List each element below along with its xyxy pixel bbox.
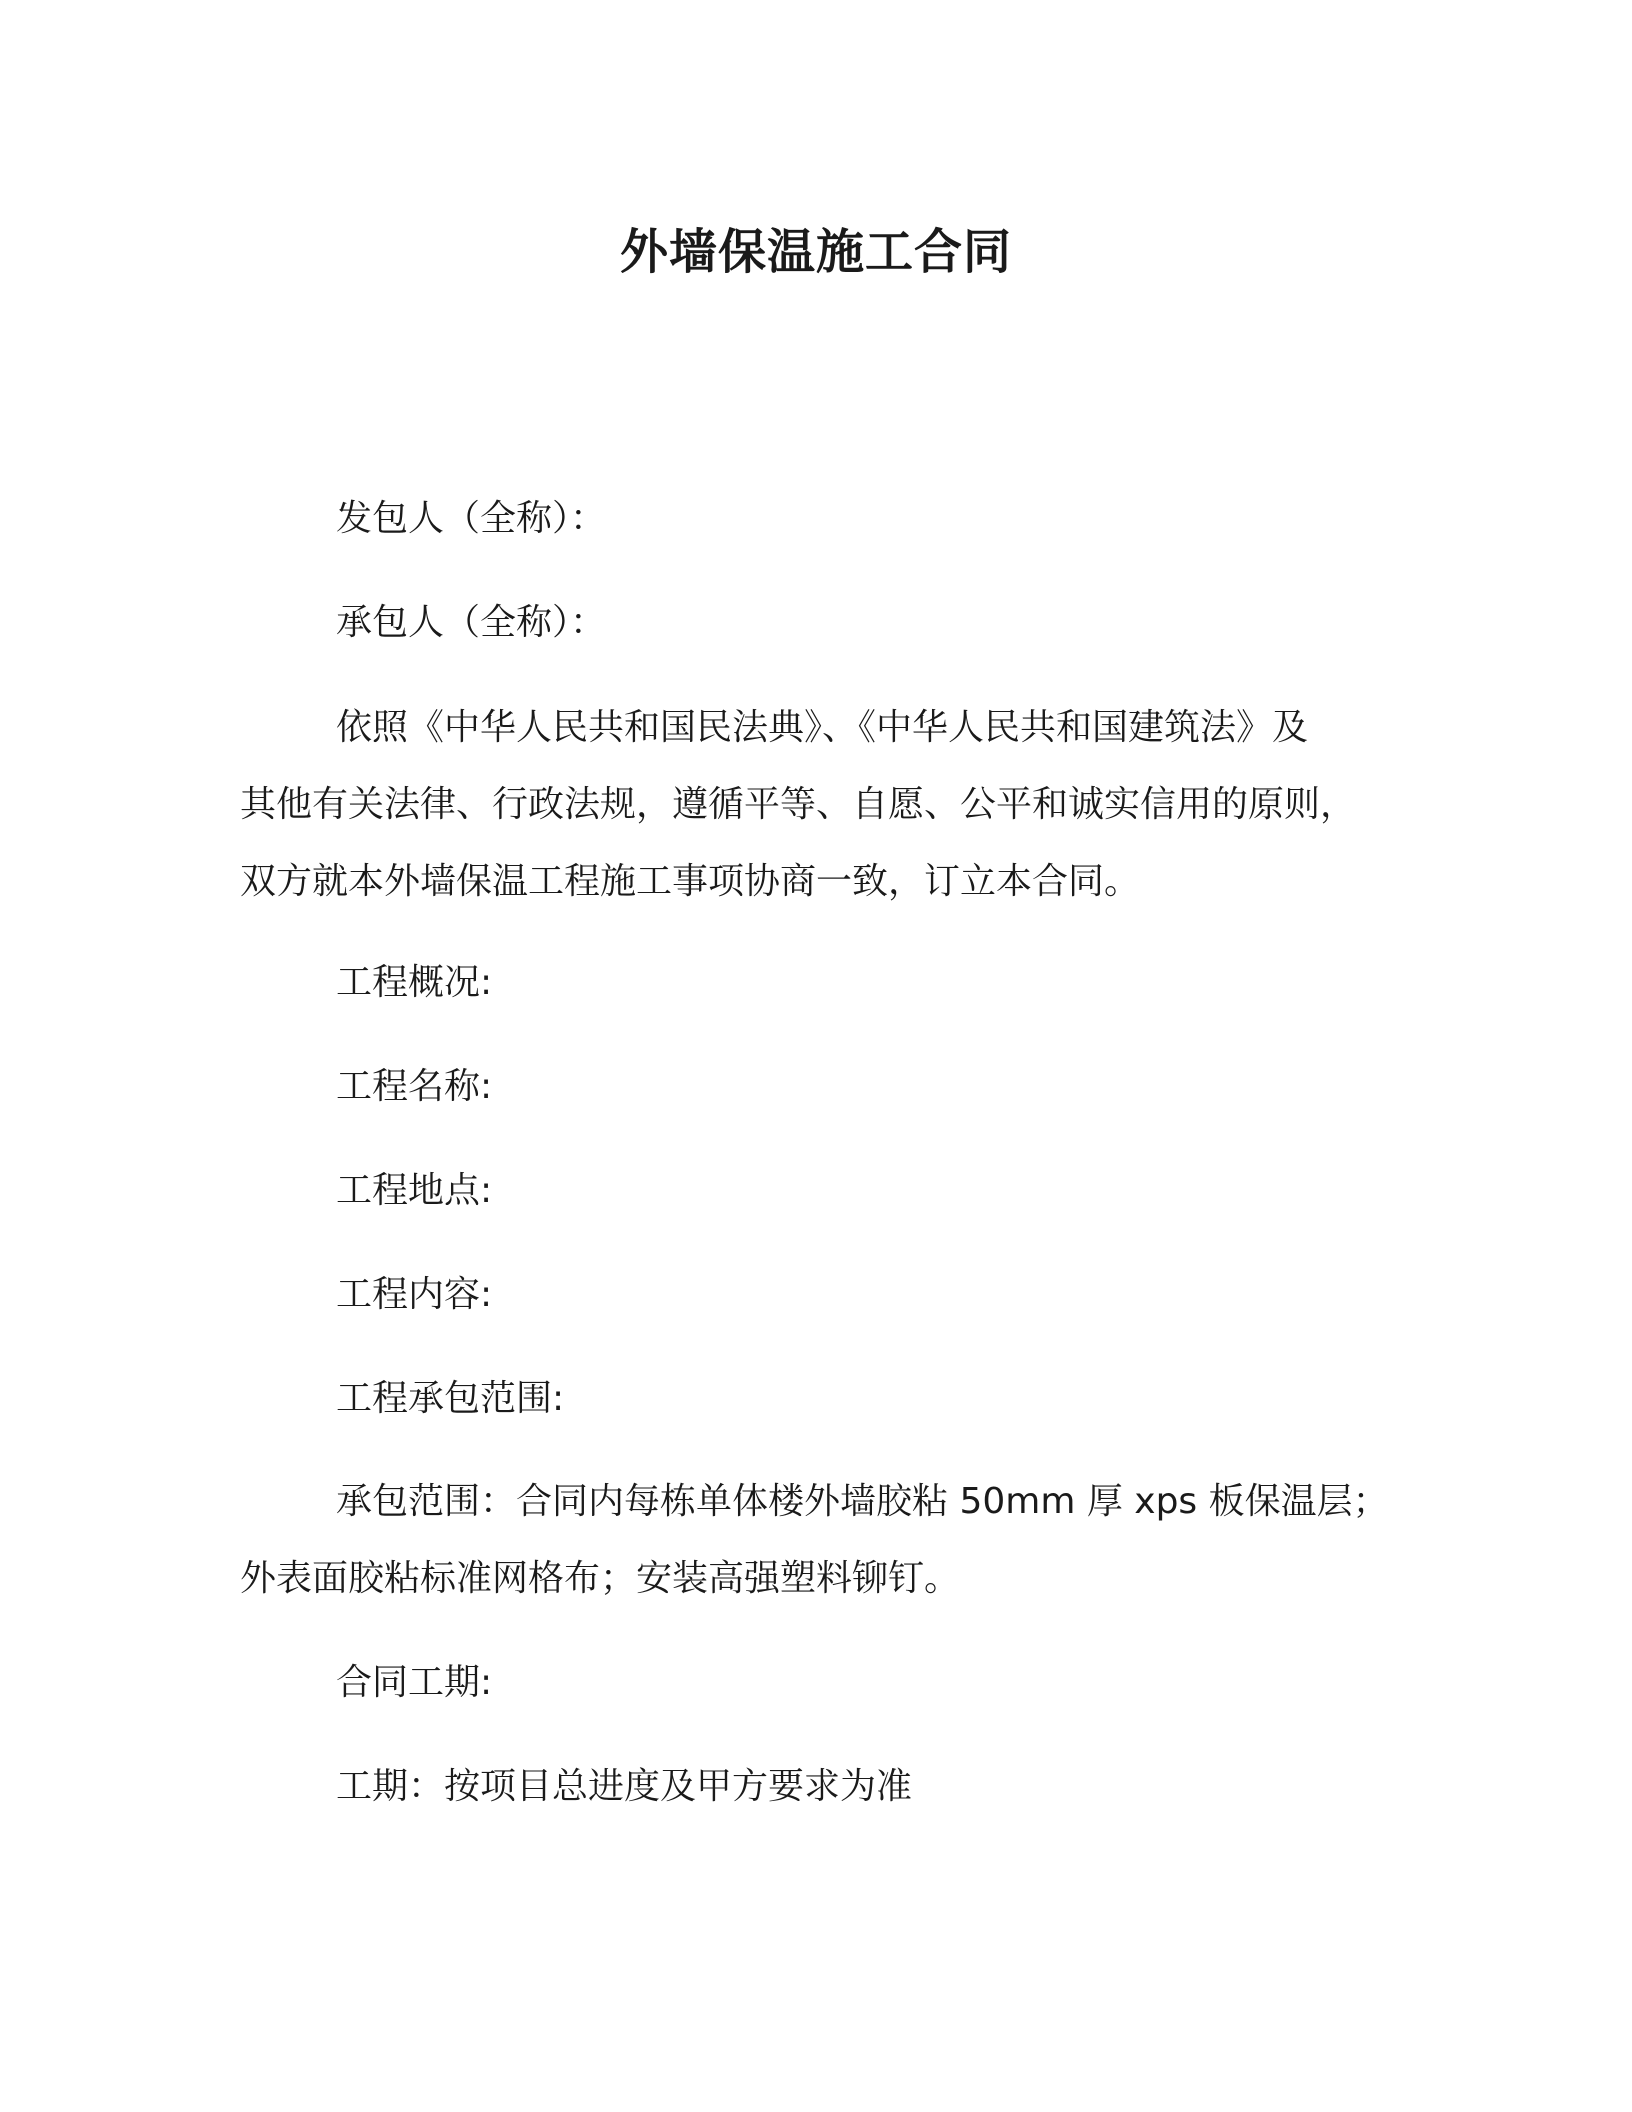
- project-location-label: 工程地点:: [336, 1170, 493, 1211]
- project-content-label: 工程内容:: [336, 1274, 493, 1315]
- preamble-line-1: 依照《中华人民共和国民法典》、《中华人民共和国建筑法》及: [336, 707, 1309, 748]
- project-name-label: 工程名称:: [336, 1066, 493, 1107]
- employer-label: 发包人（全称）：: [336, 498, 607, 539]
- preamble-line-3: 双方就本外墙保温工程施工事项协商一致，订立本合同。: [240, 861, 1141, 902]
- contract-scope-heading: 工程承包范围:: [336, 1378, 565, 1419]
- contract-period-heading: 合同工期:: [336, 1662, 493, 1703]
- project-overview-label: 工程概况:: [336, 962, 493, 1003]
- document-title: 外墙保温施工合同: [619, 224, 1012, 280]
- preamble-line-2: 其他有关法律、行政法规，遵循平等、自愿、公平和诚实信用的原则，: [240, 784, 1357, 825]
- contract-scope-line-1: 承包范围：合同内每栋单体楼外墙胶粘 50mm 厚 xps 板保温层；: [336, 1481, 1389, 1522]
- contract-scope-line-2: 外表面胶粘标准网格布；安装高强塑料铆钉。: [240, 1558, 961, 1599]
- contractor-label: 承包人（全称）：: [336, 602, 607, 643]
- contract-period-text: 工期：按项目总进度及甲方要求为准: [336, 1766, 913, 1807]
